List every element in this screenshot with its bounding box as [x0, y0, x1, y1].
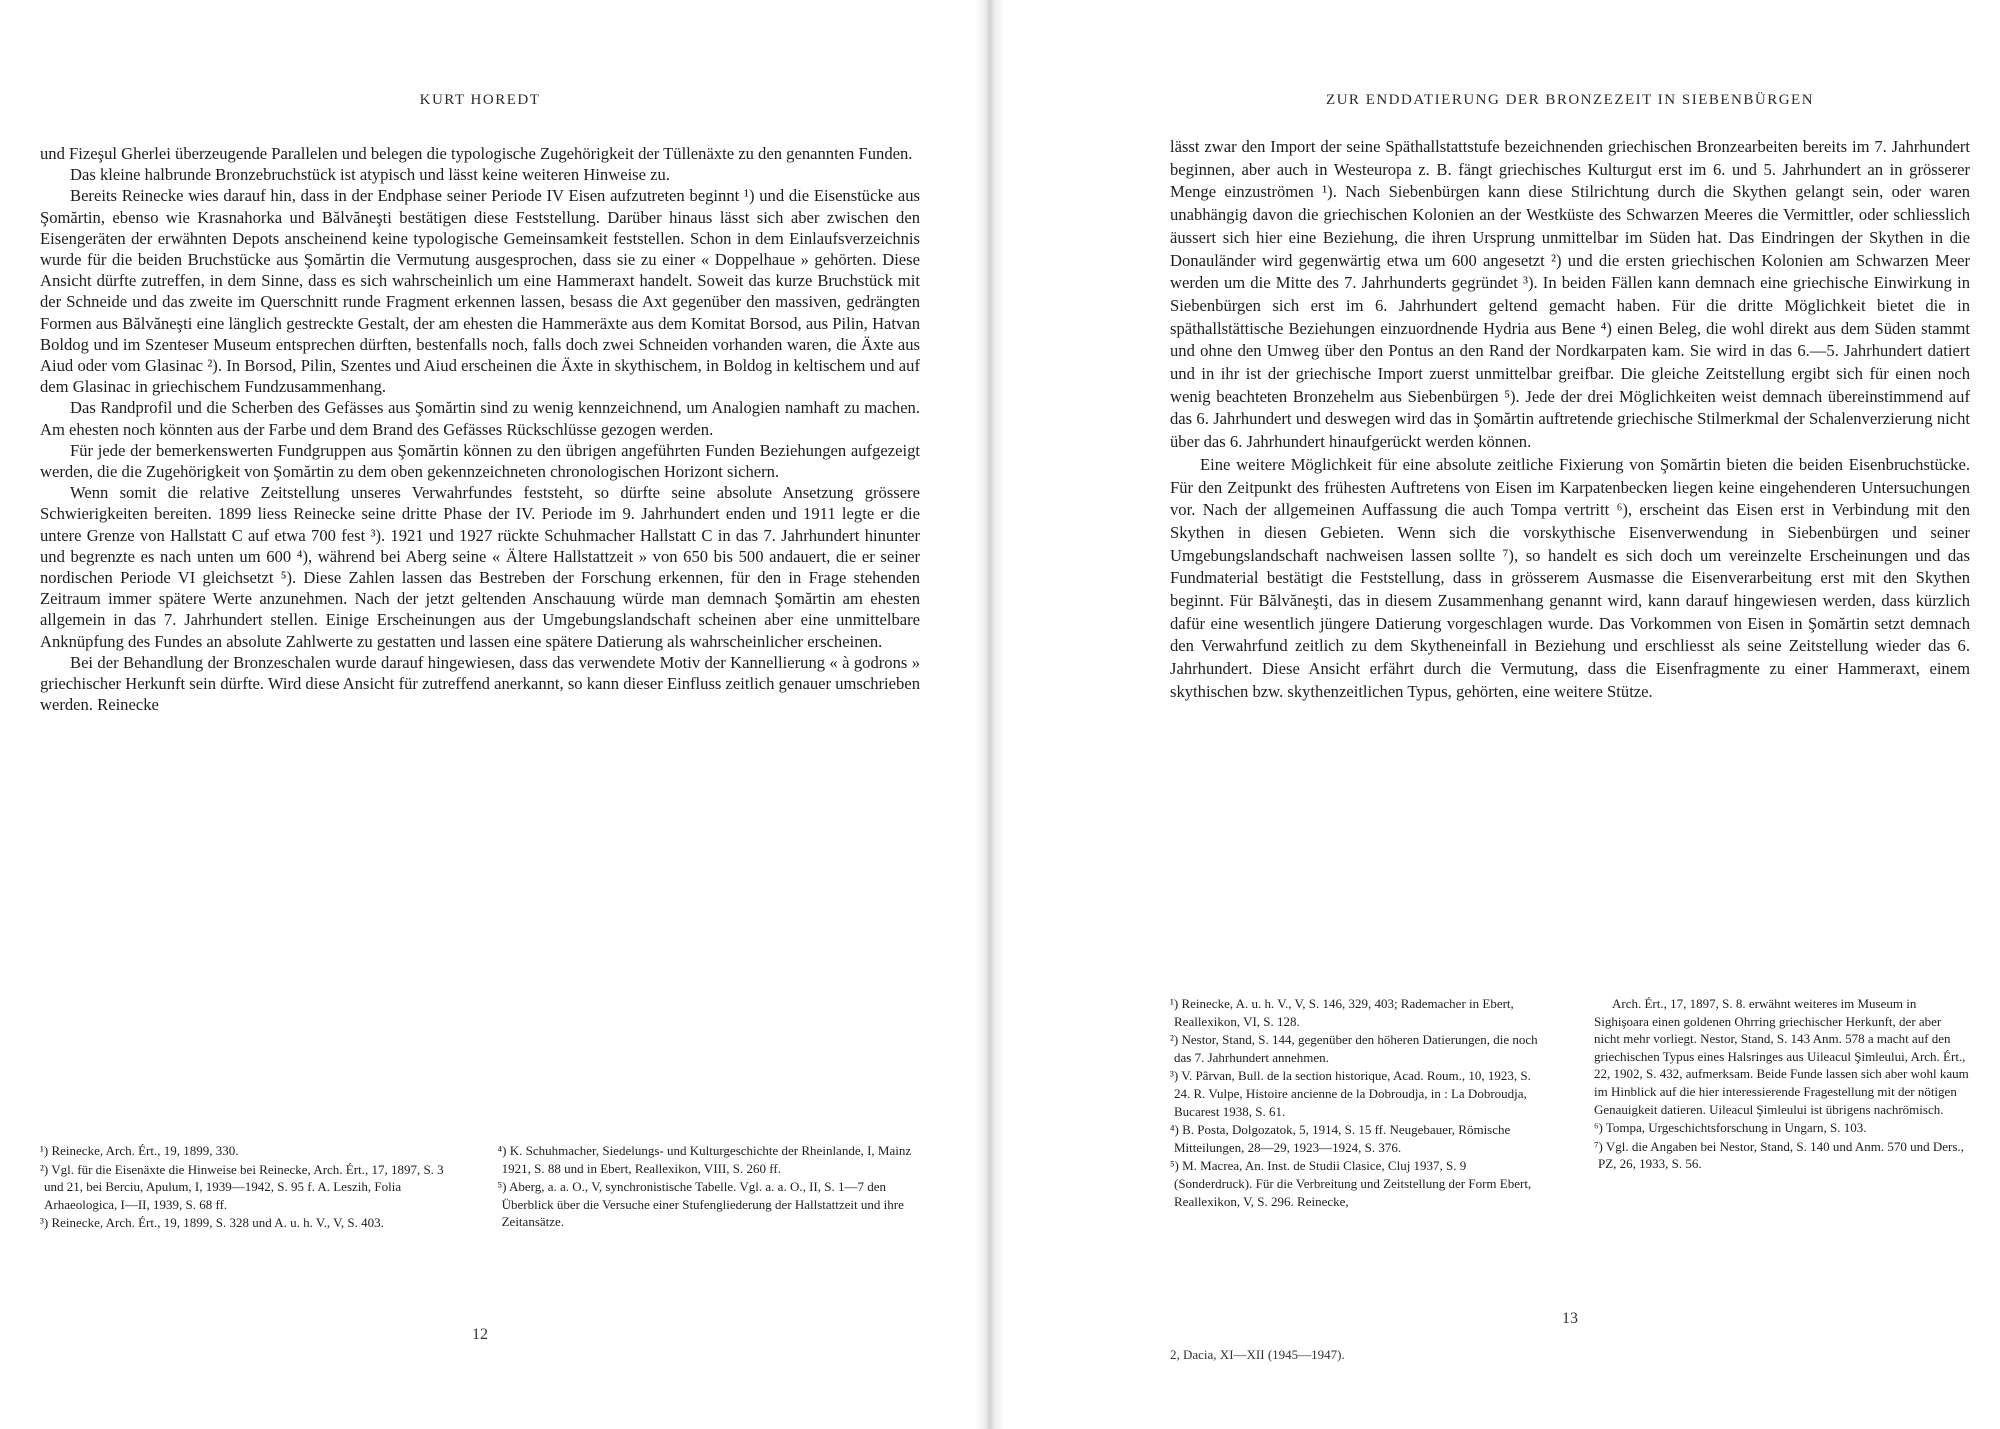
footnotes [1170, 995, 1970, 1211]
paragraph: und Fizeşul Gherlei überzeugende Parallelen und belegen die typologische Zugehörigkeit der Tüllenäxte zu den genannten Funden. [40, 144, 913, 163]
page-number: 13 [1562, 1310, 1578, 1327]
footnote: ³) Reinecke, Arch. Ért., 19, 1899, S. 328 und A. u. h. V., V, S. 403. [40, 1215, 384, 1231]
footnote-continuation: Arch. Ért., 17, 1897, S. 8. erwähnt weiteres im Museum in Sighişoara einen goldenen Ohrring griechischer Herkunft, der aber nicht mehr vorliegt. Nestor, Stand, S. 143 Anm. 578 a macht auf den griechischen Typus eines Halsringes aus Uileacul Şimleului, Arch. Ért., 22, 1902, S. 432, aufmerksam. Beide Funde lassen sich aber wohl kaum im Hinblick auf die hier interessierende Fragestellung mit der nötigen Genauigkeit datieren. Uileacul Şimleului ist übrigens nachrömisch. [1594, 996, 1969, 1117]
running-head: ZUR ENDDATIERUNG DER BRONZEZEIT IN SIEBENBÜRGEN [1325, 92, 1815, 108]
footnote-column [40, 1142, 462, 1233]
paragraph: Eine weitere Möglichkeit für eine absolute zeitliche Fixierung von Şomărtin bieten die beiden Eisenbruchstücke. Für den Zeitpunkt des frühesten Auftretens von Eisen im Karpatenbecken liegen keine eingehenderen Untersuchungen vor. Nach der allgemeinen Auffassung die auch Tompa vertritt ⁶), erscheint das Eisen erst in Verbindung mit den Skythen in diesen Gebieten. Wenn sich die vorskythische Eisenverwendung in Siebenbürgen und seiner Umgebungslandschaft nachweisen lassen sollte ⁷), so handelt es sich doch um vereinzelte Erscheinungen und das Fundmaterial bestätigt die Feststellung, dass in grösserem Ausmasse die Eisenverarbeitung erst mit den Skythen beginnt. Für Bălvăneşti, das in diesem Zusammenhang genannt wird, kann darauf hingewiesen werden, dass kürzlich dafür eine wesentlich jüngere Datierung vorgeschlagen wurde. Das Vorkommen von Eisen in Şomărtin setzt demnach den Verwahrfund zeitlich zu dem Skytheneinfall in Beziehung und erschliesst als seine Zeitstellung wieder das 6. Jahrhundert. Diese Ansicht erfährt durch die Vermutung, dass die Eisenfragmente zu einer Hammeraxt, einem skythischen bzw. skythenzeitlichen Typus, gehörten, eine weitere Stütze. [1170, 454, 1970, 701]
paragraph: Für jede der bemerkenswerten Fundgruppen aus Şomărtin können zu den übrigen angeführten Funden Beziehungen aufgezeigt werden, die die Zugehörigkeit von Şomărtin zu dem oben gekennzeichneten chronologischen Horizont sichern. [40, 440, 920, 482]
footnote-column [498, 1142, 920, 1233]
left-page [40, 0, 920, 1429]
footnote: ¹) Reinecke, Arch. Ért., 19, 1899, 330. [40, 1143, 239, 1158]
footnote: ⁵) Aberg, a. a. O., V, synchronistische Tabelle. Vgl. a. a. O., II, S. 1—7 den Überblick über die Versuche einer Stufengliederung der Hallstattzeit und ihre Zeitansätze. [497, 1179, 904, 1230]
paragraph: Das Randprofil und die Scherben des Gefässes aus Şomărtin sind zu wenig kennzeichnend, um Analogien namhaft zu machen. Am ehesten noch könnten aus der Farbe und dem Brand des Gefässes Rückschlüsse gezogen werden. [40, 398, 920, 439]
footnote: ⁴) K. Schuhmacher, Siedelungs- und Kulturgeschichte der Rheinlande, I, Mainz 1921, S. 88 und in Ebert, Reallexikon, VIII, S. 260 ff. [497, 1143, 912, 1176]
footnote: ⁷) Vgl. die Angaben bei Nestor, Stand, S. 140 und Anm. 570 und Ders., PZ, 26, 1933, S. 56. [1594, 1138, 1964, 1172]
footnote: ²) Vgl. für die Eisenäxte die Hinweise bei Reinecke, Arch. Ért., 17, 1897, S. 3 und 21, bei Berciu, Apulum, I, 1939—1942, S. 95 f. A. Leszih, Folia Arhaeologica, I—II, 1939, S. 68 ff. [40, 1161, 444, 1212]
footnote-column [1170, 995, 1546, 1211]
footnote: ¹) Reinecke, A. u. h. V., V, S. 146, 329, 403; Rademacher in Ebert, Reallexikon, VI, S. 128. [1170, 996, 1514, 1029]
paragraph: Wenn somit die relative Zeitstellung unseres Verwahrfundes feststeht, so dürfte seine absolute Ansetzung grössere Schwierigkeiten bereiten. 1899 liess Reinecke seine dritte Phase der IV. Periode im 9. Jahrhundert enden und 1911 legte er die untere Grenze von Hallstatt C auf etwa 700 fest ³). 1921 und 1927 rückte Schuhmacher Hallstatt C in das 7. Jahrhundert hinunter und begrenzte es nach unten um 600 ⁴), während bei Aberg seine « Ältere Hallstattzeit » von 650 bis 500 andauert, die er seiner nordischen Periode VI gleichsetzt ⁵). Diese Zahlen lassen das Bestreben der Forschung erkennen, für den in Frage stehenden Zeitraum immer spätere Werte anzunehmen. Nach der jetzt geltenden Anschauung würde man demnach Şomărtin am ehesten allgemein in das 7. Jahrhundert stellen. Einige Erscheinungen aus der Umgebungslandschaft scheinen aber eine unmittelbare Anknüpfung des Fundes an absolute Zahlwerte zu gestatten und lassen eine spätere Datierung als wahrscheinlicher erscheinen. [40, 483, 920, 651]
paragraph: Bereits Reinecke wies darauf hin, dass in der Endphase seiner Periode IV Eisen aufzutreten beginnt ¹) und die Eisenstücke aus Şomărtin, ebenso wie Krasnahorka und Bălvăneşti bestätigen diese Feststellung. Darüber hinaus lässt sich aber zwischen den Eisengeräten der erwähnten Depots anscheinend keine typologische Gemeinsamkeit feststellen. Schon in dem Einlaufsverzeichnis wurde für die beiden Bruchstücke aus Şomărtin die Vermutung ausgesprochen, dass sie zu einer « Doppelhaue » gehörten. Diese Ansicht dürfte zutreffen, in dem Sinne, dass es sich wahrscheinlich um eine Hammeraxt handelt. Soweit das kurze Bruchstück mit der Schneide und das zweite im Querschnitt runde Fragment erkennen lassen, besass die Axt gegenüber den massiven, gedrängten Formen aus Bălvăneşti eine länglich gestreckte Gestalt, der am ehesten die Hammeräxte aus dem Komitat Borsod, aus Pilin, Hatvan Boldog und im Szenteser Museum entsprechen dürften, bestenfalls noch, falls doch zwei Schneiden vorhanden waren, die Äxte aus Aiud oder vom Glasinac ²). In Borsod, Pilin, Szentes und Aiud erscheinen die Äxte in skythischem, in Boldog in keltischem und auf dem Glasinac in griechischem Fundzusammenhang. [40, 186, 920, 397]
footnote: ³) V. Pârvan, Bull. de la section historique, Acad. Roum., 10, 1923, S. 24. R. Vulpe, Histoire ancienne de la Dobroudja, in : La Dobroudja, Bucarest 1938, S. 61. [1170, 1068, 1531, 1119]
footnote: ⁴) B. Posta, Dolgozatok, 5, 1914, S. 15 ff. Neugebauer, Römische Mitteilungen, 28—29, 1923—1924, S. 376. [1170, 1122, 1511, 1155]
footnote: ²) Nestor, Stand, S. 144, gegenüber den höheren Datierungen, die noch das 7. Jahrhundert annehmen. [1170, 1032, 1538, 1065]
signature-line: 2, Dacia, XI—XII (1945—1947). [1170, 1347, 1345, 1362]
paragraph: Das kleine halbrunde Bronzebruchstück ist atypisch und lässt keine weiteren Hinweise zu. [70, 165, 670, 185]
paragraph: lässt zwar den Import der seine Späthallstattstufe bezeichnenden griechischen Bronzearbeiten bereits im 7. Jahrhundert beginnen, aber auch in Westeuropa z. B. fängt griechisches Kulturgut erst im 6. und 5. Jahrhundert an in grösserer Menge einzuströmen ¹). Nach Siebenbürgen kann diese Stilrichtung durch die Skythen gelangt sein, oder waren unabhängig davon die griechischen Kolonien an der Westküste des Schwarzen Meeres die Vermittler, oder schliesslich äussert sich hier eine Beziehung, die ihren Ursprung unmittelbar im Süden hat. Das Eindringen der Skythen in die Donauländer wird gegenwärtig etwa um 600 angesetzt ²) und die ersten griechischen Kolonien am Schwarzen Meer werden um die Mitte des 7. Jahrhunderts gegründet ³). In beiden Fällen kann demnach eine griechische Einwirkung in Siebenbürgen sich erst im 6. Jahrhundert geltend gemacht haben. Für die dritte Möglichkeit bietet die in späthallstättische Beziehungen einzuordnende Hydria aus Bene ⁴) einen Beleg, die wohl direkt aus dem Süden stammt und ohne den Umweg über den Pontus an den Rand der Nordkarpaten kam. Sie wird in das 6.—5. Jahrhundert datiert und in ihr ist der griechische Import zuerst unmittelbar greifbar. Die gleiche Zeitstellung ergibt sich für einen noch wenig beachteten Bronzehelm aus Siebenbürgen ⁵). Jede der drei Möglichkeiten weist demnach übereinstimmend auf das 6. Jahrhundert und deswegen wird das in Şomărtin auftretende griechische Stilmerkmal der Schalenverzierung nicht über das 6. Jahrhundert hinaufgerückt werden können. [1170, 137, 1970, 452]
footnote-column [1594, 995, 1970, 1211]
right-page [1170, 0, 1970, 1429]
body-text [40, 143, 920, 715]
footnote: ⁶) Tompa, Urgeschichtsforschung in Ungarn, S. 103. [1594, 1120, 1867, 1136]
page-number: 12 [472, 1326, 488, 1343]
running-head: KURT HOREDT [419, 92, 541, 108]
body-text [1170, 136, 1970, 704]
book-gutter [975, 0, 1005, 1429]
footnote: ⁵) M. Macrea, An. Inst. de Studii Clasice, Cluj 1937, S. 9 (Sonderdruck). Für die Verbreitung und Zeitstellung der Form Ebert, Reallexikon, V, S. 296. Reinecke, [1170, 1158, 1532, 1209]
paragraph: Bei der Behandlung der Bronzeschalen wurde darauf hingewiesen, dass das verwendete Motiv der Kannellierung « à godrons » griechischer Herkunft sein dürfte. Wird diese Ansicht für zutreffend anerkannt, so kann dieser Einfluss zeitlich genauer umschrieben werden. Reinecke [40, 652, 920, 715]
footnotes [40, 1142, 920, 1233]
